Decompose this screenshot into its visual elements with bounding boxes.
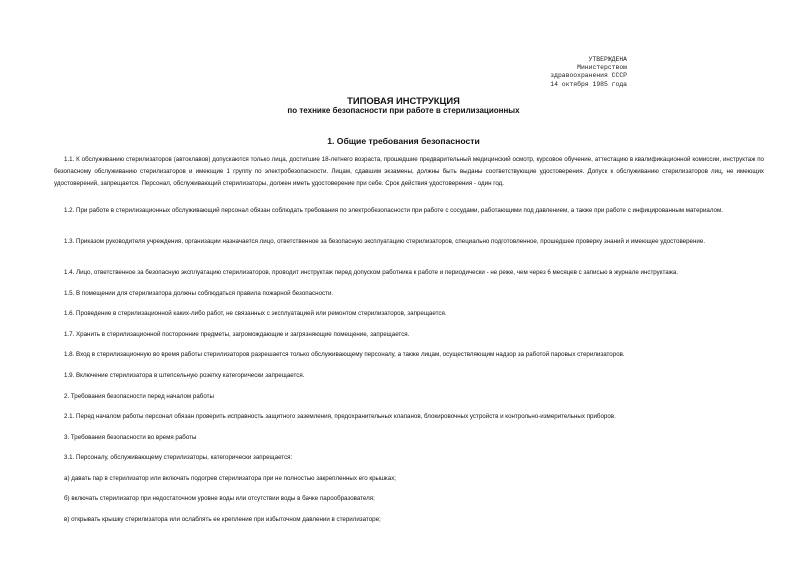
list-item: в) открывать крышку стерилизатора или ослаблять ее крепление при избыточном давлении в стерилизаторе;	[64, 516, 381, 523]
list-item: б) включать стерилизатор при недостаточном уровне воды или отсутствии воды в бачке парообразователя;	[64, 495, 375, 502]
paragraph: 2.1. Перед началом работы персонал обязан проверить исправность защитного заземления, предохранительных клапанов, блокировочных устройств и контрольно-измерительных приборов.	[64, 413, 616, 420]
section-heading: 3. Требования безопасности во время работы	[64, 434, 197, 441]
approval-line: Министерством	[577, 64, 627, 72]
section-heading: 2. Требования безопасности перед началом работы	[64, 393, 214, 400]
approval-date: 14 октября 1985 года	[550, 80, 627, 88]
section-heading: 1. Общие требования безопасности	[327, 136, 480, 146]
paragraph: 1.8. Вход в стерилизационную во время работы стерилизаторов разрешается только обслуживающему персоналу, а также лицам, осуществляющим надзор за работой паровых стерилизаторов.	[64, 351, 625, 358]
document-subtitle: по технике безопасности при работе в стерилизационных	[287, 106, 520, 115]
paragraph: 1.9. Включение стерилизатора в штепсельную розетку категорически запрещается.	[64, 372, 305, 379]
paragraph: 1.1. К обслуживанию стерилизаторов (автоклавов) допускаются только лица, достигшие 18-летнего возраста, прошедшие предварительный медицинский осмотр, курсовое обучение, аттестацию в квалификационной комиссии, инструктаж по безопасному обслуживанию стерилизаторов и имеющие 1 группу по электробезопасности. Лицам, сдавшим экзамены, должны быть выданы соответствующие удостоверения. Допуск к обслуживанию стерилизаторов лиц, не имеющих удостоверений, запрещается. Персонал, обслуживающий стерилизаторы, должен иметь удостоверение при себе. Срок действия удостоверения - один год.	[54, 156, 764, 187]
list-item: а) давать пар в стерилизатор или включать подогрев стерилизатора при не полностью закрепленных его крышках;	[64, 475, 397, 482]
document-title: ТИПОВАЯ ИНСТРУКЦИЯ	[347, 95, 460, 106]
approval-line: здравоохранения СССР	[550, 72, 627, 80]
paragraph: 1.4. Лицо, ответственное за безопасную эксплуатацию стерилизаторов, проводит инструктаж перед допуском работника к работе и периодически - не реже, чем через 6 месяцев с записью в журнале инструктажа.	[64, 269, 679, 276]
paragraph: 1.5. В помещении для стерилизатора должны соблюдаться правила пожарной безопасности.	[64, 290, 334, 297]
paragraph: 1.2. При работе в стерилизационных обслуживающий персонал обязан соблюдать требования по электробезопасности при работе с сосудами, работающими под давлением, а также при работе с инфицированным материалом.	[64, 207, 723, 214]
approval-line: УТВЕРЖДЕНА	[588, 56, 627, 63]
approval-stamp	[550, 56, 627, 89]
paragraph: 1.7. Хранить в стерилизационной посторонние предметы, загромождающие и загрязняющие помещение, запрещается.	[64, 331, 410, 338]
paragraph: 1.6. Проведение в стерилизационной каких-либо работ, не связанных с эксплуатацией или ремонтом стерилизаторов, запрещается.	[64, 310, 447, 317]
paragraph: 1.3. Приказом руководителя учреждения, организации назначается лицо, ответственное за безопасную эксплуатацию стерилизаторов, специально подготовленное, прошедшее проверку знаний и имеющее удостоверение.	[64, 238, 706, 245]
paragraph: 3.1. Персоналу, обслуживающему стерилизаторы, категорически запрещается:	[64, 454, 293, 461]
